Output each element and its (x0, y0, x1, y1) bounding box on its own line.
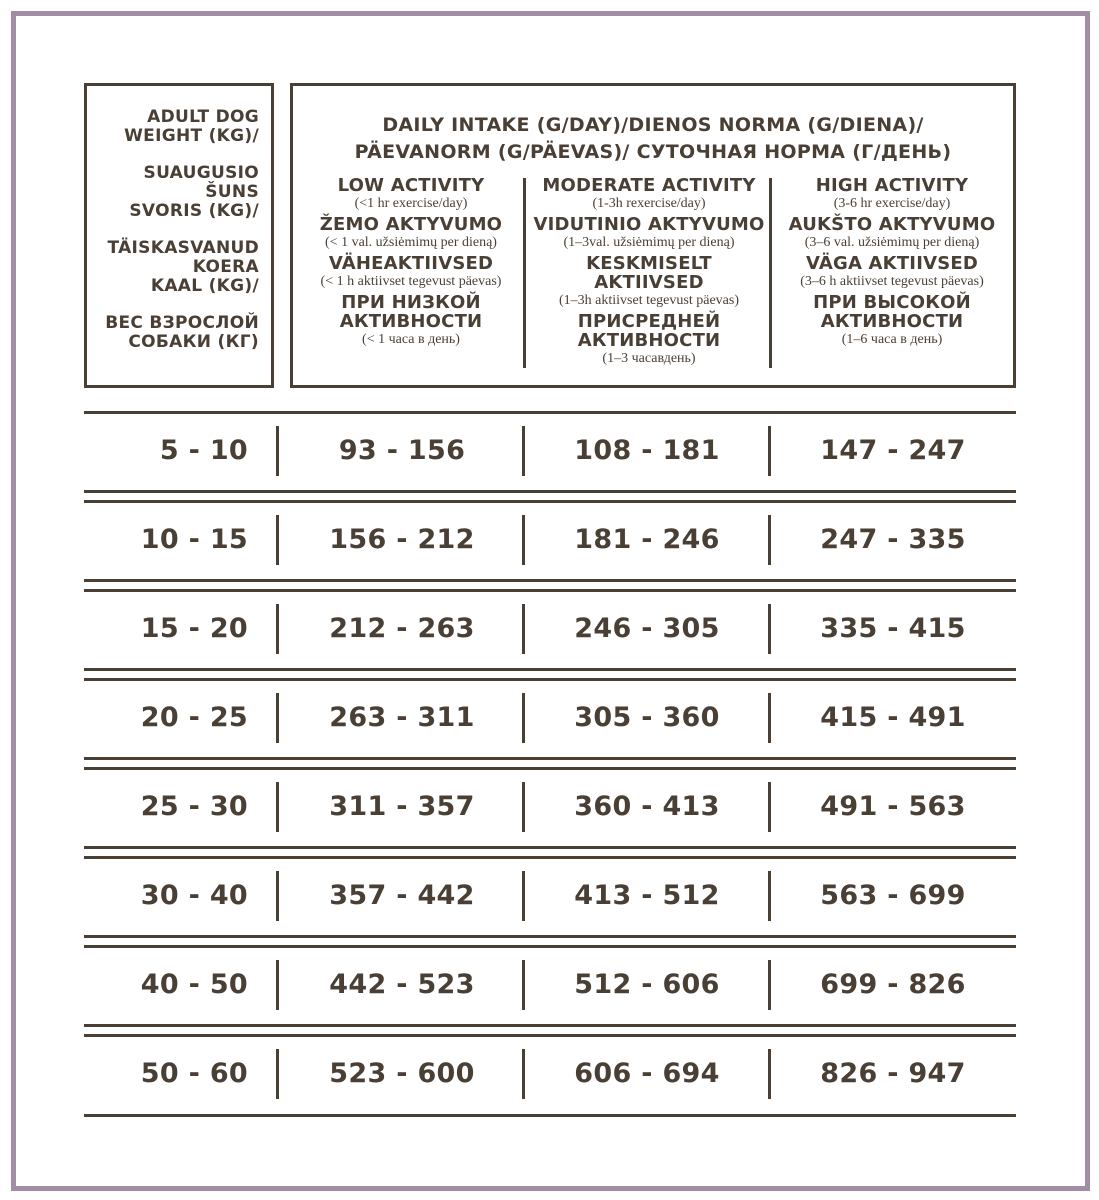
intake-title-line: PÄEVANORM (G/PÄEVAS)/ СУТОЧНАЯ НОРМА (Г/ДЕНЬ) (354, 141, 952, 163)
activity-label: VÄHEAKTIIVSED (328, 253, 494, 274)
weight-cell: 25 - 30 (140, 791, 248, 822)
cell-separator (276, 426, 279, 476)
cell-separator (276, 693, 279, 743)
weight-cell: 20 - 25 (140, 702, 248, 733)
weight-cell: 5 - 10 (159, 435, 248, 466)
low-activity-cell: 311 - 357 (329, 791, 475, 822)
activity-label: ПРИСРЕДНЕЙ (577, 311, 721, 332)
cell-separator (276, 1049, 279, 1099)
cell-separator (522, 693, 525, 743)
row-rule (84, 935, 1016, 938)
cell-separator (522, 871, 525, 921)
row-rule (84, 500, 1016, 503)
table-row (84, 1044, 1016, 1104)
activity-label: ŽEMO AKTYVUMO (319, 214, 503, 235)
high-activity-cell: 699 - 826 (820, 969, 966, 1000)
table-row (84, 688, 1016, 748)
low-activity-cell: 156 - 212 (329, 524, 475, 555)
weight-header-line: ŠUNS (205, 182, 259, 202)
moderate-activity-cell: 246 - 305 (574, 613, 720, 644)
weight-header-line: WEIGHT (KG)/ (124, 126, 259, 146)
moderate-activity-cell: 108 - 181 (574, 435, 720, 466)
activity-label: AKTIIVSED (594, 272, 704, 293)
row-rule (84, 490, 1016, 493)
intake-title-line: DAILY INTAKE (G/DAY)/DIENOS NORMA (G/DIENA)/ (382, 114, 924, 136)
activity-note: (< 1 val. užsiėmimų per dieną) (325, 235, 497, 250)
activity-note: (1–3h aktiivset tegevust päevas) (558, 293, 739, 308)
cell-separator (276, 604, 279, 654)
low-activity-cell: 93 - 156 (338, 435, 466, 466)
row-rule (84, 1034, 1016, 1037)
cell-separator (522, 515, 525, 565)
row-rule (84, 579, 1016, 582)
cell-separator (768, 426, 771, 476)
high-activity-cell: 826 - 947 (820, 1058, 966, 1089)
cell-separator (276, 871, 279, 921)
cell-separator (522, 604, 525, 654)
cell-separator (522, 960, 525, 1010)
intake-header-box (290, 83, 1016, 388)
row-rule (84, 1114, 1016, 1117)
activity-note: (3–6 val. užsiėmimų per dieną) (804, 235, 980, 250)
weight-cell: 40 - 50 (140, 969, 248, 1000)
weight-cell: 10 - 15 (140, 524, 248, 555)
activity-label: АКТИВНОСТИ (577, 330, 721, 351)
table-row (84, 510, 1016, 570)
activity-label: ПРИ ВЫСОКОЙ (813, 292, 971, 313)
cell-separator (768, 693, 771, 743)
activity-note: (3-6 hr exercise/day) (833, 196, 951, 211)
low-activity-cell: 442 - 523 (329, 969, 475, 1000)
cell-separator (522, 782, 525, 832)
row-rule (84, 945, 1016, 948)
activity-note: (< 1 часа в день) (362, 332, 460, 347)
activity-label: HIGH ACTIVITY (815, 175, 969, 196)
row-rule (84, 411, 1016, 414)
weight-cell: 15 - 20 (140, 613, 248, 644)
low-activity-cell: 523 - 600 (329, 1058, 475, 1089)
table-row (84, 955, 1016, 1015)
activity-note: (3–6 h aktiivset tegevust päevas) (800, 274, 984, 289)
low-activity-header (301, 176, 521, 351)
activity-note: (1-3h rexercise/day) (592, 196, 706, 211)
table-row (84, 777, 1016, 837)
activity-label: AUKŠTO AKTYVUMO (788, 214, 996, 235)
table-row (84, 866, 1016, 926)
activity-label: VIDUTINIO AKTYVUMO (533, 214, 765, 235)
high-activity-cell: 491 - 563 (820, 791, 966, 822)
low-activity-cell: 263 - 311 (329, 702, 475, 733)
cell-separator (768, 871, 771, 921)
cell-separator (522, 426, 525, 476)
low-activity-cell: 357 - 442 (329, 880, 475, 911)
activity-label: АКТИВНОСТИ (820, 311, 964, 332)
table-row (84, 421, 1016, 481)
high-activity-header (777, 176, 1007, 351)
cell-separator (768, 1049, 771, 1099)
weight-header-line: ADULT DOG (147, 107, 259, 127)
row-rule (84, 589, 1016, 592)
column-separator (769, 178, 772, 368)
table-row (84, 599, 1016, 659)
row-rule (84, 1024, 1016, 1027)
activity-label: VÄGA AKTIIVSED (805, 253, 979, 274)
weight-header-text (83, 108, 259, 352)
weight-header-line: KOERA (192, 257, 259, 277)
row-rule (84, 757, 1016, 760)
activity-note: (< 1 h aktiivset tegevust päevas) (320, 274, 502, 289)
weight-header-line: TÄISKASVANUD (107, 238, 259, 258)
moderate-activity-cell: 305 - 360 (574, 702, 720, 733)
activity-note: (1–6 часа в день) (841, 332, 943, 347)
activity-label: АКТИВНОСТИ (339, 311, 483, 332)
cell-separator (768, 960, 771, 1010)
moderate-activity-cell: 360 - 413 (574, 791, 720, 822)
activity-note: (<1 hr exercise/day) (354, 196, 468, 211)
weight-header-box (84, 83, 274, 388)
cell-separator (522, 1049, 525, 1099)
moderate-activity-cell: 606 - 694 (574, 1058, 720, 1089)
activity-label: ПРИ НИЗКОЙ (341, 292, 481, 313)
cell-separator (768, 604, 771, 654)
row-rule (84, 856, 1016, 859)
cell-separator (276, 515, 279, 565)
activity-label: MODERATE ACTIVITY (542, 175, 756, 196)
moderate-activity-cell: 413 - 512 (574, 880, 720, 911)
moderate-activity-cell: 181 - 246 (574, 524, 720, 555)
weight-header-line: ВЕС ВЗРОСЛОЙ (105, 313, 259, 333)
cell-separator (768, 782, 771, 832)
activity-label: KESKMISELT (586, 253, 712, 274)
weight-header-line: СОБАКИ (КГ) (128, 332, 259, 352)
cell-separator (276, 960, 279, 1010)
moderate-activity-cell: 512 - 606 (574, 969, 720, 1000)
intake-title (293, 112, 1013, 166)
activity-note: (1–3 часавдень) (602, 351, 696, 366)
weight-header-line: SVORIS (KG)/ (129, 201, 259, 221)
moderate-activity-header (533, 176, 765, 370)
high-activity-cell: 563 - 699 (820, 880, 966, 911)
low-activity-cell: 212 - 263 (329, 613, 475, 644)
row-rule (84, 846, 1016, 849)
column-separator (523, 178, 526, 368)
row-rule (84, 678, 1016, 681)
high-activity-cell: 247 - 335 (820, 524, 966, 555)
weight-cell: 30 - 40 (140, 880, 248, 911)
activity-note: (1–3val. užsiėmimų per dieną) (563, 235, 735, 250)
cell-separator (276, 782, 279, 832)
high-activity-cell: 147 - 247 (820, 435, 966, 466)
row-rule (84, 668, 1016, 671)
weight-header-line: KAAL (KG)/ (150, 276, 259, 296)
weight-header-line: SUAUGUSIO (143, 163, 259, 183)
activity-label: LOW ACTIVITY (337, 175, 485, 196)
cell-separator (768, 515, 771, 565)
high-activity-cell: 335 - 415 (820, 613, 966, 644)
high-activity-cell: 415 - 491 (820, 702, 966, 733)
row-rule (84, 767, 1016, 770)
weight-cell: 50 - 60 (140, 1058, 248, 1089)
